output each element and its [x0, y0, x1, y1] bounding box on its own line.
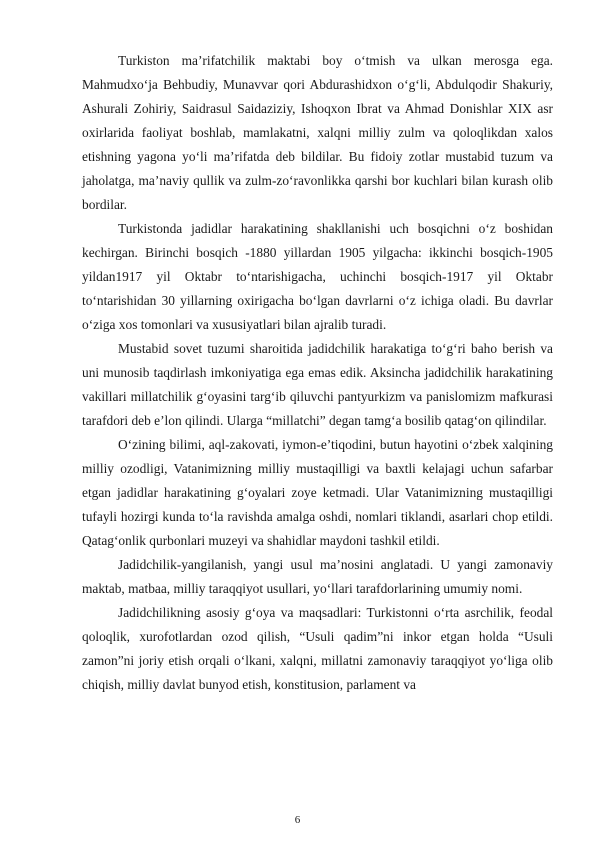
paragraph-jadid-stages: Turkistonda jadidlar harakatining shakllanishi uch bosqichni o‘z boshidan kechirgan. Birinchi bosqich -1880 yillardan 1905 yilgacha: ikkinchi bosqich-1905 yildan1917 yil Oktabr to‘ntarishigacha, uchinchi bosqich-1917 yil Oktabr to‘ntarishidan 30 yillarning oxirigacha bo‘lgan davrlarni o‘z ichiga oladi. Bu davrlar o‘ziga xos tomonlari va xususiyatlari bilan ajralib turadi. — [82, 221, 553, 332]
page-number: 6 — [294, 814, 301, 826]
paragraph-jadid-definition: Jadidchilik-yangilanish, yangi usul ma’nosini anglatadi. U yangi zamonaviy maktab, matbaa, milliy taraqqiyot usullari, yo‘llari tarafdorlarining umumiy nomi. — [82, 557, 553, 596]
paragraph-jadid-legacy: O‘zining bilimi, aql-zakovati, iymon-e’tiqodini, butun hayotini o‘zbek xalqining milliy ozodligi, Vatanimizning milliy mustaqilligi va baxtli kelajagi uchun safarbar etgan jadidlar harakatining g‘oyalari zoye ketmadi. Ular Vatanimizning mustaqilligi tufayli hozirgi kunda to‘la ravishda amalga oshdi, nomlari tiklandi, asarlari chop etildi. Qatag‘onlik qurbonlari muzeyi va shahidlar maydoni tashkil etildi. — [82, 437, 553, 548]
paragraph-jadid-goals: Jadidchilikning asosiy g‘oya va maqsadlari: Turkistonni o‘rta asrchilik, feodal qoloqlik, xurofotlardan ozod qilish, “Usuli qadim”ni inkor etgan holda “Usuli zamon”ni joriy etish orqali o‘lkani, xalqni, millatni zamonaviy taraqqiyot yo‘liga olib chiqish, milliy davlat bunyod etish, konstitusion, parlament va — [82, 605, 553, 692]
document-page — [82, 49, 553, 697]
paragraph-turkiston-enlightenment: Turkiston ma’rifatchilik maktabi boy o‘tmish va ulkan merosga ega. Mahmudxo‘ja Behbudiy, Munavvar qori Abdurashidxon o‘g‘li, Abdulqodir Shakuriy, Ashurali Zohiriy, Saidrasul Saidaziziy, Ishoqxon Ibrat va Ahmad Donishlar XIX asr oxirlarida faoliyat boshlab, mamlakatni, xalqni milliy zulm va qoloqlikdan xalos etishning yagona yo‘li ma’rifatda deb bildilar. Bu fidoiy zotlar mustabid tuzum va jaholatga, ma’naviy qullik va zulm-zo‘ravonlikka qarshi bor kuchlari bilan kurash olib bordilar. — [82, 53, 553, 212]
paragraph-soviet-assessment: Mustabid sovet tuzumi sharoitida jadidchilik harakatiga to‘g‘ri baho berish va uni munosib taqdirlash imkoniyatiga ega emas edik. Aksincha jadidchilik harakatining vakillari millatchilik g‘oyasini targ‘ib qiluvchi pantyurkizm va panislomizm mafkurasi tarafdori deb e’lon qilindi. Ularga “millatchi” degan tamg‘a bosilib qatag‘on qilindilar. — [82, 341, 553, 428]
